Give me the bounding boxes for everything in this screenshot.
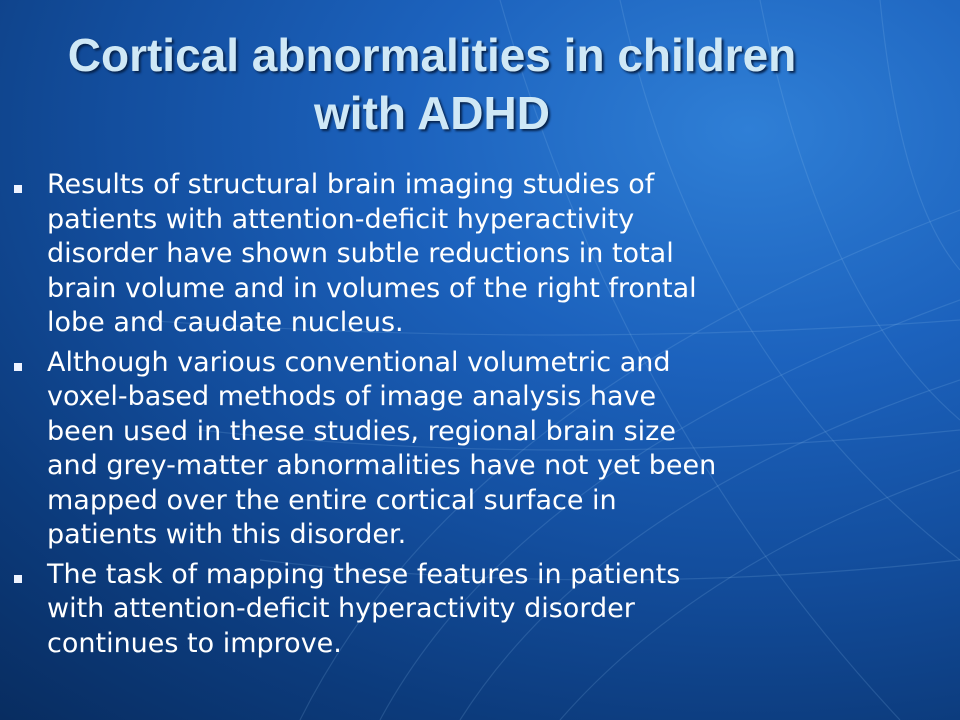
bullet-2-line-2: voxel-based methods of image analysis have <box>47 381 657 412</box>
bullet-2-line-5: mapped over the entire cortical surface in <box>47 484 617 516</box>
bullet-1-line-5: lobe and caudate nucleus. <box>47 307 404 338</box>
square-bullet-icon <box>14 185 22 193</box>
bullet-2-line-3: been used in these studies, regional brain size <box>47 415 676 447</box>
slide-title-line-2: with ADHD <box>314 87 550 139</box>
bullet-3-line-1: The task of mapping these features in patients <box>47 558 681 590</box>
bullet-item-2 <box>6 346 906 553</box>
square-bullet-icon <box>14 363 22 371</box>
bullet-list <box>6 168 906 666</box>
bullet-1-line-4: brain volume and in volumes of the right frontal <box>47 272 697 304</box>
square-bullet-icon <box>14 575 22 583</box>
bullet-1-line-3: disorder have shown subtle reductions in total <box>47 238 674 269</box>
bullet-1-line-1: Results of structural brain imaging studies of <box>47 169 655 200</box>
bullet-2-line-6: patients with this disorder. <box>47 519 407 550</box>
bullet-3-line-2: with attention-deficit hyperactivity disorder <box>47 593 635 624</box>
bullet-3-line-3: continues to improve. <box>47 627 342 659</box>
bullet-1-line-2: patients with attention-deficit hyperactivity <box>47 203 635 235</box>
bullet-2-line-4: and grey-matter abnormalities have not yet been <box>47 450 717 481</box>
bullet-item-1 <box>6 168 906 341</box>
bullet-item-3 <box>6 558 906 662</box>
slide-title-line-1: Cortical abnormalities in children <box>67 29 797 81</box>
slide-title <box>0 26 864 142</box>
bullet-2-line-1: Although various conventional volumetric and <box>47 346 671 378</box>
